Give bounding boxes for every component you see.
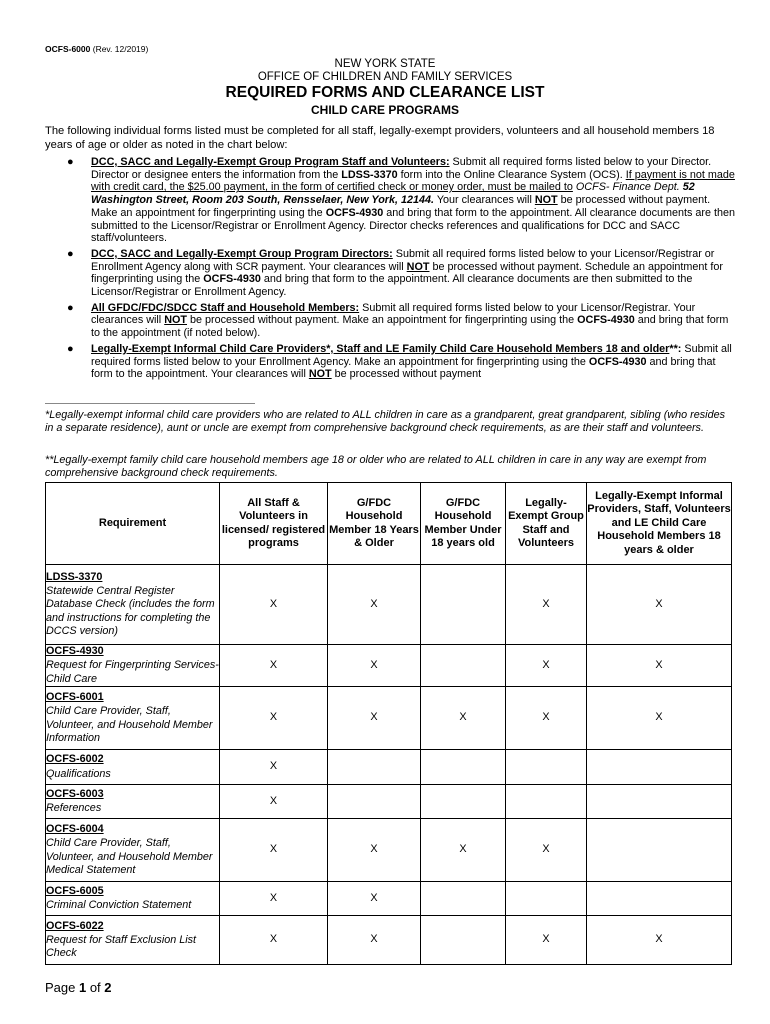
form-ref: OCFS-4930 <box>325 206 384 219</box>
check-cell: X <box>506 916 587 965</box>
form-revision: (Rev. 12/2019) <box>92 44 149 54</box>
form-code: LDSS-3370 <box>46 570 103 583</box>
form-description: Statewide Central Register Database Check (includes the form and instructions for completing the DCCS version) <box>46 585 215 637</box>
check-cell: X <box>220 645 328 687</box>
form-code: OCFS-6001 <box>46 690 104 703</box>
emphasis-not: NOT <box>534 194 558 207</box>
requirement-cell <box>46 785 220 819</box>
check-cell: X <box>220 750 328 785</box>
form-ref: OCFS-4930 <box>203 273 261 286</box>
check-cell: X <box>421 687 506 750</box>
text: and bring that form to the appointment. All clearance documents are then submitted to the Licensor/Registrar or Enrollment Agency. <box>91 273 693 299</box>
text: be processed without payment. Make an appointment for fingerprinting using the <box>187 314 578 327</box>
check-cell: X <box>587 565 732 645</box>
check-cell <box>587 819 732 882</box>
check-cell: X <box>328 565 421 645</box>
text: and bring that form to the appointment. Your clearances will <box>91 355 716 381</box>
heading-suffix: **: <box>669 342 682 355</box>
text: Submit all required forms listed below to your Director. Director or designee enters the information from the <box>91 156 712 181</box>
form-description: Qualifications <box>46 767 111 780</box>
column-header-requirement: Requirement <box>46 483 220 565</box>
check-cell: X <box>220 882 328 916</box>
check-cell <box>587 750 732 785</box>
form-number: OCFS-6000 <box>45 44 91 54</box>
current-page: 1 <box>78 980 87 995</box>
table-row <box>46 750 732 785</box>
bullet-icon: ● <box>67 156 74 168</box>
check-cell: X <box>220 687 328 750</box>
check-cell <box>421 785 506 819</box>
text: Submit all required forms listed below to your Licensor/Registrar. Your clearances will <box>91 301 696 327</box>
header-state: NEW YORK STATE <box>334 58 436 70</box>
requirement-cell <box>46 645 220 687</box>
table-row <box>46 916 732 965</box>
check-cell: X <box>220 819 328 882</box>
text: be processed without payment <box>331 368 482 381</box>
column-header-all-staff: All Staff & Volunteers in licensed/ registered programs <box>220 483 328 565</box>
table-row <box>46 565 732 645</box>
check-cell <box>421 916 506 965</box>
table-row <box>46 687 732 750</box>
check-cell: X <box>506 819 587 882</box>
table-header-row <box>46 483 732 565</box>
page-number <box>45 980 112 995</box>
bullet-icon: ● <box>67 247 74 260</box>
column-header-gfdc-minor: G/FDC Household Member Under 18 years old <box>421 483 506 565</box>
form-code: OCFS-6022 <box>46 919 104 932</box>
text: Submit all required forms listed below to your Enrollment Agency. Make an appointment for fingerprinting using the <box>91 342 732 368</box>
check-cell: X <box>506 645 587 687</box>
text: and bring that form to the appointment (if noted below). <box>91 314 729 340</box>
check-cell: X <box>421 819 506 882</box>
check-cell: X <box>220 785 328 819</box>
form-code: OCFS-4930 <box>46 645 104 658</box>
header-office: OFFICE OF CHILDREN AND FAMILY SERVICES <box>257 71 513 83</box>
list-item-heading: Legally-Exempt Informal Child Care Providers*, Staff and LE Family Child Care Household Members 18 and older <box>91 342 670 355</box>
text: and bring that form to the appointment. All clearance documents are then submitted to the Licensor/Registrar or Enrollment Agency. Director checks references and qualifications for DCC and SACC staff/volunteers. <box>91 206 736 245</box>
mailing-address: 52 Washington Street, Room 203 South, Rensselaer, New York, 12144. <box>91 181 695 207</box>
form-description: Criminal Conviction Statement <box>46 899 192 911</box>
column-header-gfdc-adult: G/FDC Household Member 18 Years & Older <box>328 483 421 565</box>
page-title: REQUIRED FORMS AND CLEARANCE LIST <box>225 84 545 101</box>
check-cell: X <box>587 645 732 687</box>
list-item-heading: DCC, SACC and Legally-Exempt Group Program Directors: <box>91 247 393 260</box>
intro-paragraph: The following individual forms listed must be completed for all staff, legally-exempt providers, volunteers and all household members 18 years of age or older as noted in the chart below: <box>45 125 715 151</box>
form-code: OCFS-6003 <box>46 787 104 800</box>
check-cell <box>587 882 732 916</box>
check-cell <box>328 785 421 819</box>
text: form into the Online Clearance System (OCS). <box>397 168 626 181</box>
check-cell: X <box>328 819 421 882</box>
list-item <box>45 343 735 381</box>
table-row <box>46 645 732 687</box>
page-word: Page <box>45 980 79 995</box>
finance-dept: OCFS- Finance Dept. <box>575 181 683 194</box>
bullet-icon: ● <box>67 342 74 355</box>
form-ref: LDSS-3370 <box>341 168 398 181</box>
form-description: Child Care Provider, Staff, Volunteer, and Household Member Information <box>46 705 213 744</box>
form-code: OCFS-6004 <box>46 822 104 835</box>
table-row <box>46 785 732 819</box>
check-cell: X <box>328 687 421 750</box>
text: Submit all required forms listed below to your Licensor/Registrar or Enrollment Agency along with SCR payment. Your clearances will <box>91 247 715 273</box>
list-item <box>45 156 735 245</box>
form-code: OCFS-6002 <box>46 753 104 766</box>
emphasis-not: NOT <box>308 368 332 381</box>
list-item <box>45 248 735 299</box>
check-cell: X <box>220 565 328 645</box>
form-ref: OCFS-4930 <box>588 355 647 368</box>
column-header-le-informal: Legally-Exempt Informal Providers, Staff, Volunteers and LE Child Care Household Members 18 years & older <box>587 483 732 565</box>
requirement-cell <box>46 916 220 965</box>
check-cell: X <box>587 687 732 750</box>
column-header-le-group: Legally-Exempt Group Staff and Volunteers <box>506 483 587 565</box>
payment-note: If payment is not made with credit card, the $25.00 payment, in the form of certified check or money order, must be mailed to <box>91 168 735 194</box>
bullet-icon: ● <box>67 301 74 314</box>
footnote-2: **Legally-exempt family child care household members age 18 or older who are related to ALL children in care in any way are exempt from comprehensive background check requirements. <box>45 454 707 479</box>
emphasis-not: NOT <box>164 314 188 327</box>
check-cell: X <box>328 882 421 916</box>
requirement-cell <box>46 687 220 750</box>
footnote-divider <box>45 403 255 404</box>
list-item-heading: DCC, SACC and Legally-Exempt Group Program Staff and Volunteers: <box>91 156 450 168</box>
text: Your clearances will <box>434 194 535 207</box>
form-description: References <box>46 802 102 814</box>
instructions-list <box>45 156 735 384</box>
requirement-cell <box>46 750 220 785</box>
requirement-cell <box>46 819 220 882</box>
check-cell: X <box>506 687 587 750</box>
check-cell: X <box>506 565 587 645</box>
check-cell: X <box>328 916 421 965</box>
text: be processed without payment. Schedule an appointment for fingerprinting using the <box>91 260 723 286</box>
of-word: of <box>86 980 105 995</box>
list-item <box>45 302 735 340</box>
check-cell <box>506 785 587 819</box>
form-description: Request for Staff Exclusion List Check <box>46 933 197 960</box>
text: be processed without payment. Make an appointment for fingerprinting using the <box>91 194 711 219</box>
check-cell <box>328 750 421 785</box>
page-subtitle: CHILD CARE PROGRAMS <box>310 103 459 117</box>
form-ref: OCFS-4930 <box>577 314 635 327</box>
form-description: Child Care Provider, Staff, Volunteer, and Household Member Medical Statement <box>46 837 213 876</box>
check-cell <box>421 565 506 645</box>
check-cell <box>421 645 506 687</box>
check-cell <box>421 882 506 916</box>
requirement-cell <box>46 882 220 916</box>
requirements-table <box>45 482 732 965</box>
list-item-heading: All GFDC/FDC/SDCC Staff and Household Members: <box>91 301 360 314</box>
check-cell: X <box>328 645 421 687</box>
check-cell: X <box>587 916 732 965</box>
requirement-cell <box>46 565 220 645</box>
check-cell <box>506 750 587 785</box>
emphasis-not: NOT <box>406 260 430 273</box>
table-row <box>46 819 732 882</box>
check-cell <box>587 785 732 819</box>
form-id <box>45 44 148 54</box>
footnote-1: *Legally-exempt informal child care providers who are related to ALL children in care as a grandparent, great grandparent, sibling (who resides in a separate residence), aunt or uncle are exempt from comprehensive background check requirements, as are their staff and volunteers. <box>45 409 725 434</box>
check-cell <box>421 750 506 785</box>
form-code: OCFS-6005 <box>46 884 104 897</box>
form-description: Request for Fingerprinting Services-Child Care <box>46 659 219 685</box>
total-pages: 2 <box>104 980 112 995</box>
table-row <box>46 882 732 916</box>
check-cell <box>506 882 587 916</box>
check-cell: X <box>220 916 328 965</box>
